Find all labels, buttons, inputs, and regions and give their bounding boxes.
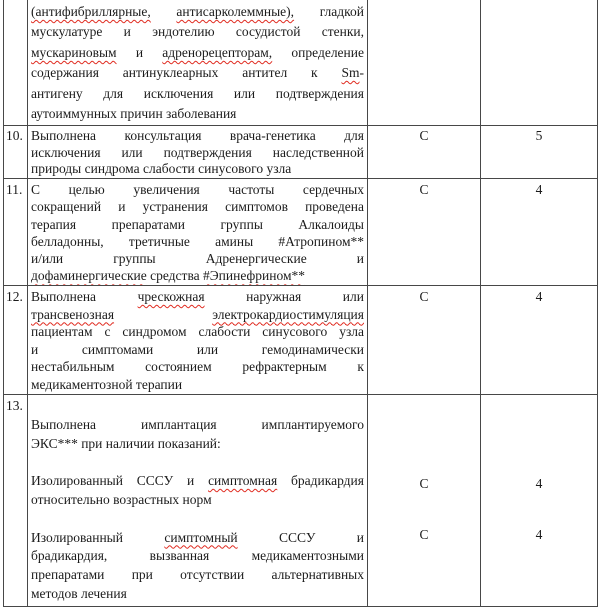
row-number: 13. xyxy=(6,398,23,413)
text-segment: антигену для исключения или подтверждения xyxy=(31,85,364,101)
misspelled-word: антисарколеммные), xyxy=(176,4,295,19)
text-segment: природы синдрома слабости синусового узла xyxy=(31,161,292,177)
score-value: 4 xyxy=(535,527,543,542)
text-segment: мускулатуре и эндотелию сосудистой стенки, xyxy=(31,24,364,40)
text-segment: терапия препаратами группы Алкалоиды xyxy=(31,216,364,232)
misspelled-word: Sm xyxy=(341,65,360,81)
text-segment: аутоиммунных причин заболевания xyxy=(31,106,237,122)
criteria-table xyxy=(3,0,598,607)
score-cell xyxy=(481,179,598,286)
score-value: 4 xyxy=(535,476,543,491)
text-line xyxy=(31,181,364,198)
text-segment: нестабильным состоянием рефрактерным к xyxy=(31,359,364,375)
text-segment: содержания антинуклеарных антител к xyxy=(31,65,342,81)
grade-value: С xyxy=(419,289,429,304)
text-line xyxy=(31,306,364,324)
grade-cell xyxy=(368,395,481,607)
criteria-text-cell xyxy=(28,126,368,179)
criteria-table-body xyxy=(4,0,598,607)
text-line xyxy=(31,288,364,306)
misspelled-word: (антифибриллярные, xyxy=(31,4,151,19)
text-line xyxy=(31,416,364,435)
text-line xyxy=(31,198,364,215)
text-segment: и симптомами или гемодинамически xyxy=(31,341,364,357)
row-number: 12. xyxy=(6,289,23,304)
row-number-cell xyxy=(4,286,28,395)
text-segment: и/или группы Адренергические и xyxy=(31,251,364,267)
text-segment xyxy=(114,307,212,322)
text-segment: пациентам с синдромом слабости синусового узла xyxy=(31,324,364,340)
score-cell xyxy=(481,126,598,179)
text-line xyxy=(31,341,364,359)
grade-value: С xyxy=(419,128,429,143)
blank-line xyxy=(31,453,364,472)
misspelled-word: дофаминергические xyxy=(31,268,147,284)
blank-line xyxy=(31,397,364,416)
text-segment: СССУ и xyxy=(237,529,365,545)
text-segment: наружная или xyxy=(204,289,364,304)
text-segment: Выполнена имплантация имплантируемого xyxy=(31,416,364,432)
text-line xyxy=(31,2,364,22)
criteria-text-cell xyxy=(28,179,368,286)
grade-cell xyxy=(368,0,481,126)
text-segment: медикаментозной терапии xyxy=(31,376,183,392)
misspelled-word: симптомный xyxy=(164,529,238,545)
text-line xyxy=(31,43,364,63)
misspelled-word: электрокардиостимуляция xyxy=(212,306,364,322)
score-value: 5 xyxy=(535,128,543,143)
text-segment: препаратами при отсутствии альтернативных xyxy=(31,567,364,583)
text-segment xyxy=(151,4,177,19)
row-number: 10. xyxy=(6,128,23,143)
text-line xyxy=(31,22,364,42)
text-segment: и xyxy=(116,44,163,60)
text-line xyxy=(31,145,364,162)
table-row-12 xyxy=(4,286,598,395)
text-line xyxy=(31,491,364,510)
score-value: 4 xyxy=(535,182,543,197)
misspelled-word: адренорецепторам, xyxy=(162,44,273,60)
text-line xyxy=(31,84,364,104)
score-cell xyxy=(481,286,598,395)
text-line xyxy=(31,529,364,548)
text-segment: гладкой xyxy=(294,4,364,19)
text-segment: брадикардия xyxy=(277,473,364,489)
criteria-text-cell xyxy=(28,0,368,126)
grade-value: С xyxy=(419,476,429,491)
text-segment: относительно возрастных норм xyxy=(31,491,212,507)
text-line xyxy=(31,63,364,83)
row-number: 11. xyxy=(6,182,23,197)
misspelled-word: #Эпинефрином** xyxy=(203,268,305,284)
grade-cell xyxy=(368,126,481,179)
text-segment: Изолированный xyxy=(31,529,165,545)
text-line xyxy=(31,161,364,178)
text-line xyxy=(31,585,364,604)
misspelled-word: мускариновым xyxy=(31,44,117,60)
text-segment: средства xyxy=(146,268,204,284)
text-segment: Выполнена консультация врача-генетика для xyxy=(31,128,364,143)
text-line xyxy=(31,547,364,566)
misspelled-word: чрескожная xyxy=(137,289,205,304)
score-cell xyxy=(481,395,598,607)
text-segment: ЭКС*** при наличии показаний: xyxy=(31,435,221,451)
text-line xyxy=(31,267,364,284)
table-row-13 xyxy=(4,395,598,607)
text-line xyxy=(31,128,364,145)
text-segment: брадикардия, вызванная медикаментозными xyxy=(31,548,364,564)
row-number-cell xyxy=(4,395,28,607)
score-cell xyxy=(481,0,598,126)
text-line xyxy=(31,435,364,454)
grade-cell xyxy=(368,179,481,286)
text-segment: определение xyxy=(272,44,364,60)
text-segment: С целью увеличения частоты сердечных xyxy=(31,182,364,197)
text-line xyxy=(31,250,364,267)
text-segment: белладонны, третичные амины #Атропином** xyxy=(31,233,364,249)
text-line xyxy=(31,216,364,233)
misspelled-word: симптомная xyxy=(208,473,278,489)
text-segment: исключения или подтверждения наследственной xyxy=(31,144,364,160)
table-row-9-continued xyxy=(4,0,598,126)
text-line xyxy=(31,233,364,250)
table-row-10 xyxy=(4,126,598,179)
grade-value: С xyxy=(419,527,429,542)
criteria-text-cell xyxy=(28,395,368,607)
table-row-11 xyxy=(4,179,598,286)
grade-value: С xyxy=(419,182,429,197)
text-line xyxy=(31,566,364,585)
grade-cell xyxy=(368,286,481,395)
text-line xyxy=(31,323,364,341)
text-segment: сокращений и устранения симптомов проведена xyxy=(31,199,364,215)
text-segment: методов лечения xyxy=(31,585,127,601)
misspelled-word: трансвенозная xyxy=(31,306,115,322)
row-number-cell xyxy=(4,179,28,286)
text-segment: Выполнена xyxy=(31,289,138,304)
text-line xyxy=(31,104,364,124)
text-line xyxy=(31,358,364,376)
text-segment: Изолированный СССУ и xyxy=(31,473,209,489)
score-value: 4 xyxy=(535,289,543,304)
criteria-text-cell xyxy=(28,286,368,395)
text-line xyxy=(31,376,364,394)
blank-line xyxy=(31,510,364,529)
row-number-cell xyxy=(4,0,28,126)
row-number-cell xyxy=(4,126,28,179)
text-line xyxy=(31,472,364,491)
text-segment: - xyxy=(359,65,364,81)
